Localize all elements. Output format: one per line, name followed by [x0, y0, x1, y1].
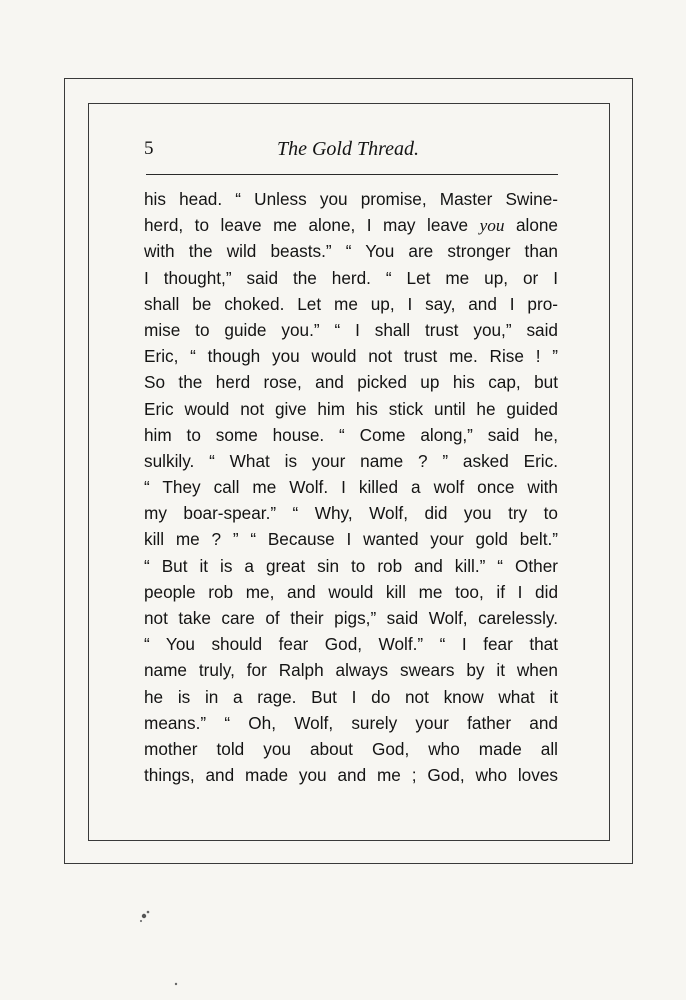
text-line: my boar-spear.” “ Why, Wolf, did you try to — [144, 503, 558, 524]
text-line: him to some house. “ Come along,” said he, — [144, 424, 558, 445]
text-line: people rob me, and would kill me too, if I did — [144, 581, 558, 602]
text-line: kill me ? ” “ Because I wanted your gold belt.” — [144, 529, 558, 550]
text-line: name truly, for Ralph always swears by it when — [144, 660, 558, 681]
running-title: The Gold Thread. — [276, 138, 420, 160]
text-line: mother told you about God, who made all — [144, 738, 558, 759]
text-line-end: alone — [515, 215, 558, 236]
text-line: “ You should fear God, Wolf.” “ I fear that — [144, 634, 558, 655]
header-rule — [146, 174, 558, 175]
text-line — [144, 212, 558, 238]
body-text — [144, 186, 558, 788]
paper-specks — [130, 900, 190, 990]
text-line: things, and made you and me ; God, who loves — [144, 765, 558, 786]
page-header — [140, 138, 556, 172]
text-line: means.” “ Oh, Wolf, surely your father and — [144, 712, 558, 733]
text-line: sulkily. “ What is your name ? ” asked Eric. — [144, 450, 558, 471]
page-number: 5 — [144, 138, 154, 159]
text-line: Eric would not give him his stick until he guided — [144, 398, 558, 419]
text-line: he is in a rage. But I do not know what it — [144, 686, 558, 707]
text-line: Eric, “ though you would not trust me. Rise ! ” — [144, 346, 558, 367]
text-line: “ They call me Wolf. I killed a wolf once with — [144, 477, 558, 498]
text-line: not take care of their pigs,” said Wolf, carelessly. — [144, 608, 558, 628]
text-line: shall be choked. Let me up, I say, and I pro- — [144, 293, 558, 314]
text-line: I thought,” said the herd. “ Let me up, or I — [144, 267, 558, 288]
text-line: mise to guide you.” “ I shall trust you,” said — [144, 319, 558, 340]
text-line: So the herd rose, and picked up his cap, but — [144, 372, 558, 393]
text-line: with the wild beasts.” “ You are stronger than — [144, 241, 558, 262]
text-line: his head. “ Unless you promise, Master Swine- — [144, 189, 558, 209]
emphasized-word: you — [479, 216, 505, 236]
text-line-start: herd, to leave me alone, I may leave — [144, 215, 469, 236]
text-line: “ But it is a great sin to rob and kill.” “ Other — [144, 555, 558, 576]
